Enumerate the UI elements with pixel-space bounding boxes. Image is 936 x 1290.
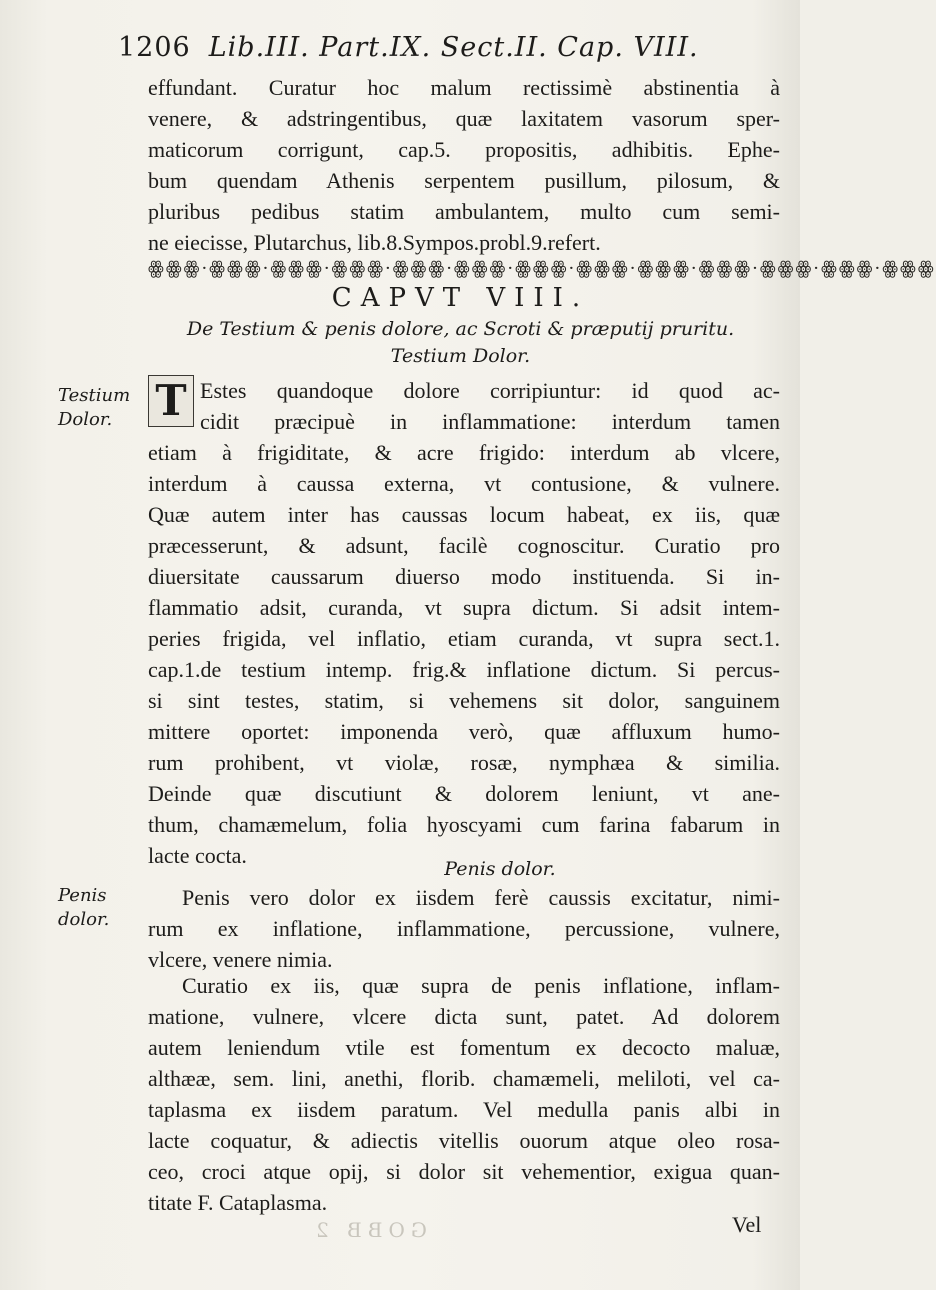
section-testium-text [148, 375, 780, 871]
text-line: si sint testes, statim, si vehemens sit dolor, sanguinem [148, 688, 780, 713]
text-line: thum, chamæmelum, folia hyoscyami cum farina fabarum in [148, 812, 780, 837]
top-paragraph [148, 72, 780, 258]
page-number: 1206 [118, 32, 191, 63]
text-line: matione, vulnere, vlcere dicta sunt, patet. Ad dolorem [148, 1004, 780, 1029]
text-line: autem leniendum vtile est fomentum ex decocto maluæ, [148, 1035, 780, 1060]
catchword: Vel [732, 1212, 762, 1237]
margin-note-penis: Penis dolor. [58, 885, 110, 930]
text-line: peries frigida, vel inflatio, etiam curanda, vt supra sect.1. [148, 626, 780, 651]
text-line: ne eiecisse, Plutarchus, lib.8.Sympos.probl.9.refert. [148, 230, 601, 255]
text-line: vlcere, venere nimia. [148, 947, 333, 972]
section-penis-text [148, 882, 780, 975]
text-line: althææ, sem. lini, anethi, florib. chamæmeli, meliloti, vel ca- [148, 1066, 780, 1091]
text-line: Curatio ex iis, quæ supra de penis inflatione, inflam- [182, 973, 780, 998]
text-line: Deinde quæ discutiunt & dolorem leniunt, vt ane- [148, 781, 780, 806]
text-line: pluribus pedibus statim ambulantem, multo cum semi- [148, 199, 780, 224]
text-line: ceo, croci atque opij, si dolor sit vehementior, exigua quan- [148, 1159, 780, 1184]
text-line: rum ex inflatione, inflammatione, percussione, vulnere, [148, 916, 780, 941]
running-header [118, 32, 778, 63]
text-line: mittere oportet: imponenda verò, quæ affluxum humo- [148, 719, 780, 744]
text-line: cidit præcipuè in inflammatione: interdum tamen [200, 409, 780, 434]
chapter-subtitle: De Testium & penis dolore, ac Scroti & præputij pruritu. [186, 318, 735, 340]
text-line: bum quendam Athenis serpentem pusillum, pilosum, & [148, 168, 780, 193]
text-line: titate F. Cataplasma. [148, 1190, 328, 1215]
text-line: Quæ autem inter has caussas locum habeat, ex iis, quæ [148, 502, 780, 527]
section-curatio-text [148, 970, 780, 1218]
text-line: diuersitate caussarum diuerso modo instituenda. Si in- [148, 564, 780, 589]
margin-note-testium: Testium Dolor. [58, 385, 131, 430]
text-line: Estes quandoque dolore corripiuntur: id quod ac- [200, 378, 780, 403]
text-line: cap.1.de testium intemp. frig.& inflatione dictum. Si percus- [148, 657, 780, 682]
text-line: maticorum corrigunt, cap.5. propositis, adhibitis. Ephe- [148, 137, 780, 162]
bleed-through-stamp: GOBB 2 [310, 1218, 427, 1242]
text-line: venere, & adstringentibus, quæ laxitatem vasorum sper- [148, 106, 780, 131]
decorated-initial: T [148, 375, 194, 427]
text-line: lacte coquatur, & adiectis vitellis ouorum atque oleo rosa- [148, 1128, 780, 1153]
text-line: effundant. Curatur hoc malum rectissimè abstinentia à [148, 75, 780, 100]
text-line: interdum à caussa externa, vt contusione, & vulnere. [148, 471, 780, 496]
text-line: præcesserunt, & adsunt, facilè cognoscitur. Curatio pro [148, 533, 780, 558]
section-heading-testium: Testium Dolor. [390, 345, 531, 367]
text-line: rum prohibent, vt violæ, rosæ, nymphæa & similia. [148, 750, 780, 775]
decorative-ornament-band: ꙮꙮꙮ·ꙮꙮꙮ·ꙮꙮꙮ·ꙮꙮꙮ·ꙮꙮꙮ·ꙮꙮꙮ·ꙮꙮꙮ·ꙮꙮꙮ·ꙮꙮꙮ·ꙮꙮꙮ·ꙮꙮꙮ·ꙮꙮꙮ·ꙮꙮꙮ [148, 258, 936, 279]
text-line: lacte cocta. [148, 843, 247, 868]
text-line: Penis vero dolor ex iisdem ferè caussis excitatur, nimi- [182, 885, 780, 910]
text-line: flammatio adsit, curanda, vt supra dictum. Si adsit intem- [148, 595, 780, 620]
section-heading-penis: Penis dolor. [444, 858, 556, 880]
text-line: taplasma ex iisdem paratum. Vel medulla panis albi in [148, 1097, 780, 1122]
text-line: etiam à frigiditate, & acre frigido: interdum ab vlcere, [148, 440, 780, 465]
running-title: Lib.III. Part.IX. Sect.II. Cap. VIII. [208, 32, 699, 63]
chapter-title: CAPVT VIII. [331, 283, 590, 313]
